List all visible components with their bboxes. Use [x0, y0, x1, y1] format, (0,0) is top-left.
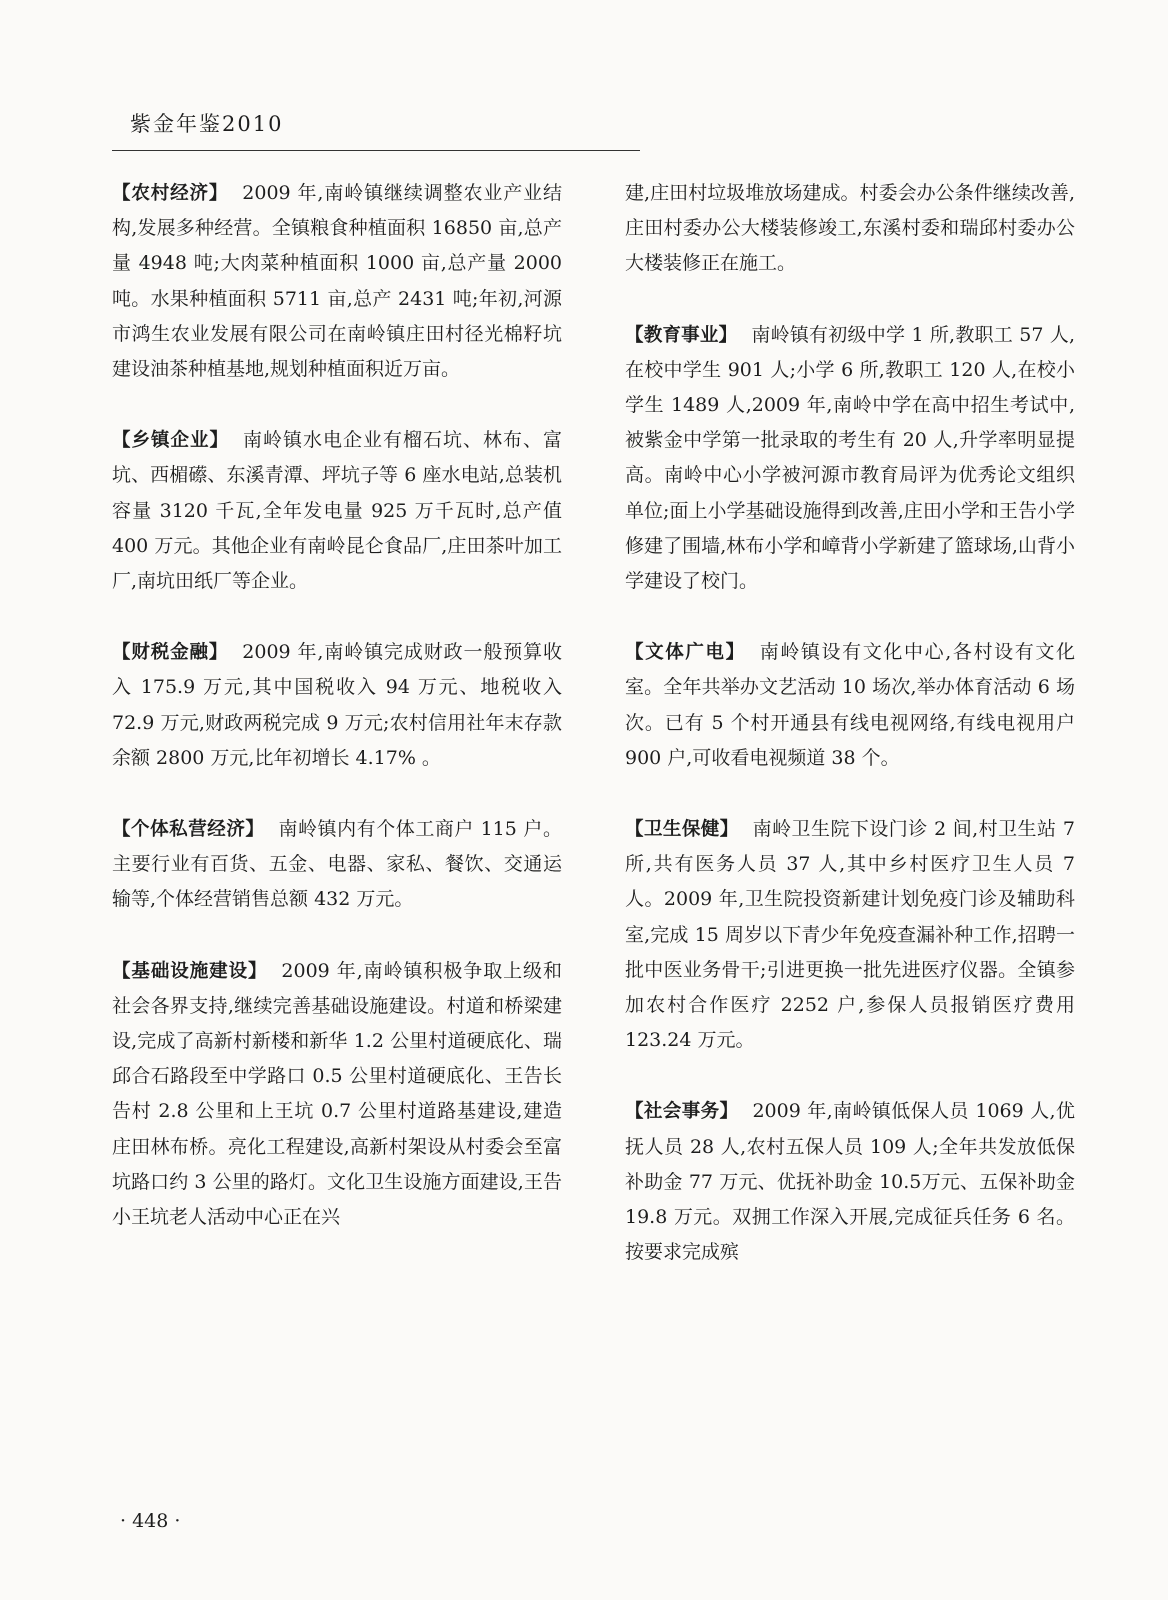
entry-social-affairs	[625, 1094, 1075, 1270]
entry-body: 2009 年,南岭镇低保人员 1069 人,优抚人员 28 人,农村五保人员 109 人;全年共发放低保补助金 77 万元、优抚补助金 10.5万元、五保补助金 19.8 万元。双拥工作深入开展,完成征兵任务 6 名。按要求完成殡	[625, 1100, 1075, 1264]
entry-education	[625, 318, 1075, 600]
entry-private-economy	[112, 812, 562, 918]
entry-title: 【文体广电】	[625, 642, 746, 664]
entry-title: 【教育事业】	[625, 324, 738, 346]
entry-health	[625, 812, 1075, 1058]
entry-title: 【财税金融】	[112, 642, 229, 664]
entry-infrastructure	[112, 954, 562, 1236]
entry-culture-broadcast	[625, 635, 1075, 776]
entry-township-enterprises	[112, 423, 562, 599]
page-number: · 448 ·	[120, 1510, 181, 1532]
left-column	[112, 176, 562, 1271]
continuation-text: 建,庄田村垃圾堆放场建成。村委会办公条件继续改善,庄田村委办公大楼装修竣工,东溪村委和瑞邱村委办公大楼装修正在施工。	[625, 182, 1075, 275]
entry-body: 南岭镇有初级中学 1 所,教职工 57 人,在校中学生 901 人;小学 6 所,教职工 120 人,在校小学生 1489 人,2009 年,南岭中学在高中招生考试中,被紫金中学第一批录取的考生有 20 人,升学率明显提高。南岭中心小学被河源市教育局评为优秀论文组织单位;面上小学基础设施得到改善,庄田小学和王告小学修建了围墙,林布小学和嶂背小学新建了篮球场,山背小学建设了校门。	[625, 323, 1075, 593]
entry-rural-economy	[112, 176, 562, 387]
entry-title: 【农村经济】	[112, 183, 229, 204]
entry-title: 【社会事务】	[625, 1101, 739, 1123]
entry-body: 2009 年,南岭镇完成财政一般预算收入 175.9 万元,其中国税收入 94 万元、地税收入 72.9 万元,财政两税完成 9 万元;农村信用社年末存款余额 2800 万元,比年初增长 4.17% 。	[112, 641, 562, 769]
entry-body: 南岭镇水电企业有榴石坑、林布、富坑、西楣礤、东溪青潭、坪坑子等 6 座水电站,总装机容量 3120 千瓦,全年发电量 925 万千瓦时,总产值 400 万元。其他企业有南岭昆仑食品厂,庄田茶叶加工厂,南坑田纸厂等企业。	[112, 429, 562, 593]
entry-title: 【基础设施建设】	[112, 960, 268, 982]
entry-title: 【卫生保健】	[625, 819, 739, 841]
entry-body: 2009 年,南岭镇积极争取上级和社会各界支持,继续完善基础设施建设。村道和桥梁建设,完成了高新村新楼和新华 1.2 公里村道硬底化、瑞邱合石路段至中学路口 0.5 公里村道硬底化、王告长告村 2.8 公里和上王坑 0.7 公里村道路基建设,建造庄田林布桥。亮化工程建设,高新村架设从村委会至富坑路口约 3 公里的路灯。文化卫生设施方面建设,王告小王坑老人活动中心正在兴	[112, 959, 562, 1229]
right-column	[625, 176, 1075, 1306]
entry-finance-tax	[112, 635, 562, 776]
entry-title: 【个体私营经济】	[112, 819, 265, 841]
entry-body: 南岭镇设有文化中心,各村设有文化室。全年共举办文艺活动 10 场次,举办体育活动 6 场次。已有 5 个村开通县有线电视网络,有线电视用户 900 户,可收看电视频道 38 个。	[625, 641, 1075, 769]
entry-title: 【乡镇企业】	[112, 430, 229, 452]
entry-body: 2009 年,南岭镇继续调整农业产业结构,发展多种经营。全镇粮食种植面积 16850 亩,总产量 4948 吨;大肉菜种植面积 1000 亩,总产量 2000 吨。水果种植面积 5711 亩,总产 2431 吨;年初,河源市鸿生农业发展有限公司在南岭镇庄田村径光棉籽坑建设油茶种植基地,规划种植面积近万亩。	[112, 182, 562, 381]
header-rule	[112, 150, 640, 151]
entry-body: 南岭卫生院下设门诊 2 间,村卫生站 7 所,共有医务人员 37 人,其中乡村医疗卫生人员 7 人。2009 年,卫生院投资新建计划免疫门诊及辅助科室,完成 15 周岁以下青少年免疫查漏补种工作,招聘一批中医业务骨干;引进更换一批先进医疗仪器。全镇参加农村合作医疗 2252 户,参保人员报销医疗费用 123.24 万元。	[625, 818, 1075, 1052]
entry-body: 南岭镇内有个体工商户 115 户。主要行业有百货、五金、电器、家私、餐饮、交通运输等,个体经营销售总额 432 万元。	[112, 818, 562, 911]
running-header: 紫金年鉴2010	[130, 112, 284, 136]
